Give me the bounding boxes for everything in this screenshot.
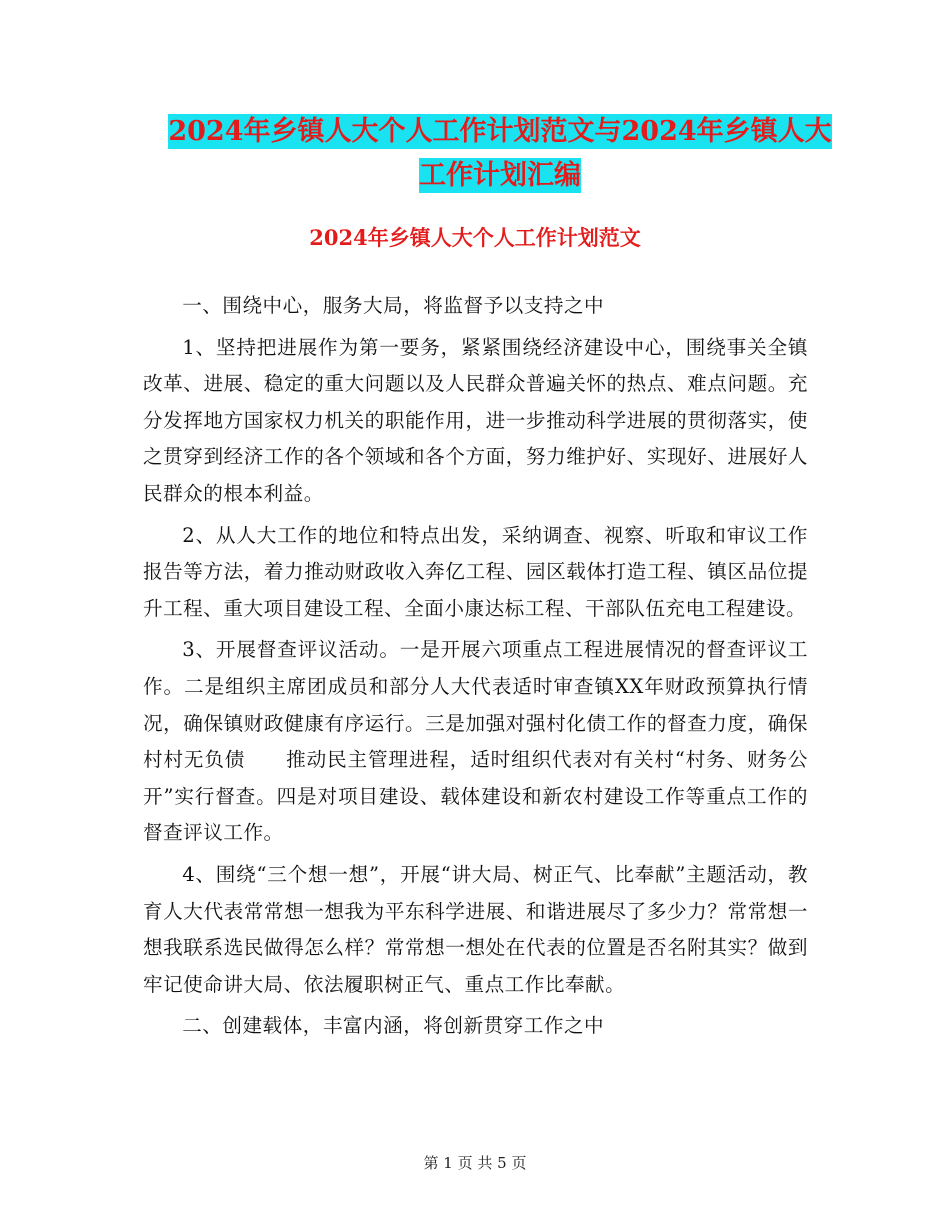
paragraph-item-2: 2、从人大工作的地位和特点出发，采纳调查、视察、听取和审议工作报告等方法，着力推动财政收入奔亿工程、园区载体打造工程、镇区品位提升工程、重大项目建设工程、全面小康达标工程、干部队伍充电工程建设。 (143, 523, 808, 620)
paragraph-item-4: 4、围绕“三个想一想”，开展“讲大局、树正气、比奉献”主题活动，教育人大代表常常想一想我为平东科学进展、和谐进展尽了多少力？常常想一想我联系选民做得怎么样？常常想一想处在代表的位置是否名附其实？做到牢记使命讲大局、依法履职树正气、重点工作比奉献。 (143, 862, 808, 996)
title-line-1: 2024年乡镇人大个人工作计划范文与2024年乡镇人大 (168, 116, 832, 147)
page-footer: 第 1 页 共 5 页 (423, 1154, 527, 1172)
section-subtitle: 2024年乡镇人大个人工作计划范文 (309, 225, 641, 250)
paragraph-heading-1: 一、围绕中心，服务大局，将监督予以支持之中 (182, 294, 605, 317)
document-body (143, 288, 808, 1050)
paragraph-item-1: 1、坚持把进展作为第一要务，紧紧围绕经济建设中心，围绕事关全镇改革、进展、稳定的重大问题以及人民群众普遍关怀的热点、难点问题。充分发挥地方国家权力机关的职能作用，进一步推动科学进展的贯彻落实，使之贯穿到经济工作的各个领域和各个方面，努力维护好、实现好、进展好人民群众的根本利益。 (143, 335, 808, 505)
document-title (120, 110, 880, 198)
title-line-2: 工作计划汇编 (419, 160, 581, 191)
paragraph-heading-2: 二、创建载体，丰富内涵，将创新贯穿工作之中 (182, 1014, 605, 1038)
paragraph-item-3: 3、开展督查评议活动。一是开展六项重点工程进展情况的督查评议工作。二是组织主席团成员和部分人大代表适时审查镇XX年财政预算执行情况，确保镇财政健康有序运行。三是加强对强村化债工作的督查力度，确保村村无负债 推动民主管理进程，适时组织代表对有关村“村务、财务公开”实行督查。四是对项目建设、载体建设和新农村建设工作等重点工作的督查评议工作。 (143, 638, 808, 845)
